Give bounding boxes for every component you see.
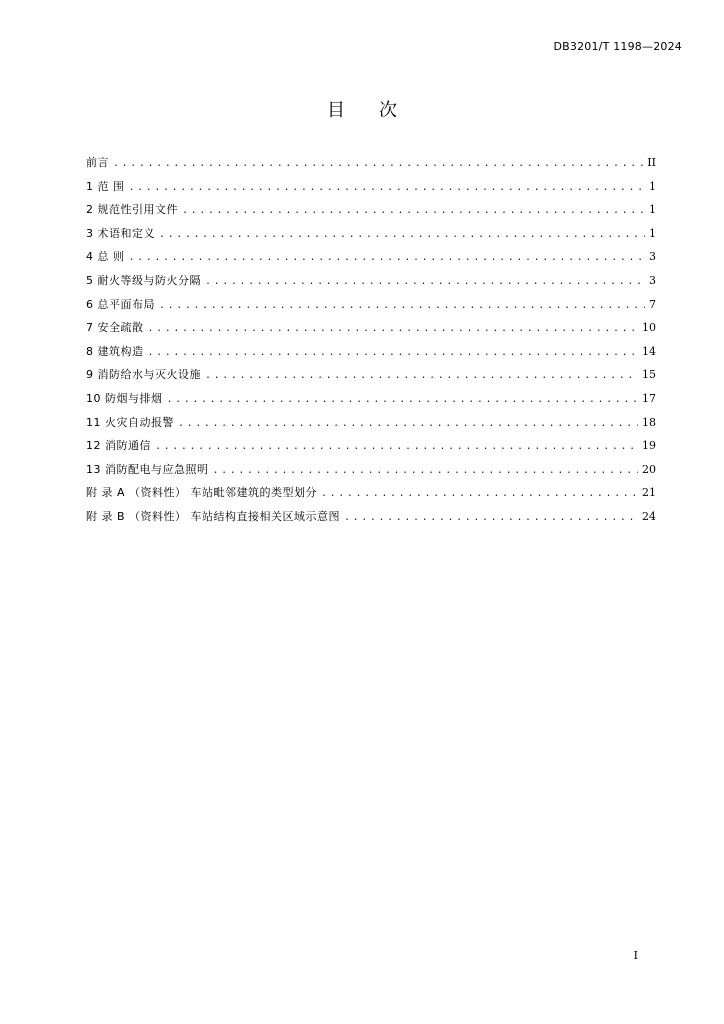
toc-entry-appendix-a[interactable]	[86, 481, 656, 505]
toc-dot-leader	[148, 317, 639, 341]
toc-entry-label: 12 消防通信	[86, 439, 151, 453]
toc-entry-page: 19	[642, 439, 656, 453]
toc-entry-page: 17	[642, 391, 656, 405]
toc-entry-page: 1	[649, 226, 656, 240]
toc-entry-page: 7	[649, 297, 656, 311]
toc-dot-leader	[113, 152, 643, 176]
toc-entry-page: 18	[642, 415, 656, 429]
toc-entry-9[interactable]	[86, 363, 656, 387]
toc-dot-leader	[182, 199, 645, 223]
toc-entry-10[interactable]	[86, 387, 656, 411]
page-title: 目次	[327, 100, 431, 121]
page-number: I	[633, 949, 638, 962]
toc-entry-label: 6 总平面布局	[86, 297, 155, 311]
toc-entry-label: 2 规范性引用文件	[86, 203, 178, 217]
toc-dot-leader	[205, 270, 645, 294]
toc-entry-label: 3 术语和定义	[86, 226, 155, 240]
toc-entry-label: 13 消防配电与应急照明	[86, 462, 209, 476]
toc-entry-label: 7 安全疏散	[86, 321, 144, 335]
toc-entry-11[interactable]	[86, 411, 656, 435]
toc-dot-leader	[213, 459, 639, 483]
toc-entry-4[interactable]	[86, 245, 656, 269]
toc-entry-label: 11 火灾自动报警	[86, 415, 174, 429]
toc-entry-6[interactable]	[86, 293, 656, 317]
toc-dot-leader	[178, 412, 638, 436]
toc-dot-leader	[129, 246, 646, 270]
toc-entry-label: 5 耐火等级与防火分隔	[86, 273, 201, 287]
document-number: DB3201/T 1198—2024	[553, 40, 682, 53]
toc-entry-12[interactable]	[86, 434, 656, 458]
toc-entry-7[interactable]	[86, 316, 656, 340]
toc-entry-3[interactable]	[86, 222, 656, 246]
toc-dot-leader	[159, 223, 645, 247]
toc-entry-2[interactable]	[86, 198, 656, 222]
toc-entry-page: 24	[642, 509, 656, 523]
toc-entry-page: 10	[642, 321, 656, 335]
toc-entry-page: 20	[642, 462, 656, 476]
toc-entry-8[interactable]	[86, 340, 656, 364]
toc-dot-leader	[205, 364, 638, 388]
toc-entry-page: 15	[642, 368, 656, 382]
toc-entry-label: 1 范 围	[86, 179, 125, 193]
toc-entry-label: 9 消防给水与灭火设施	[86, 368, 201, 382]
toc-entry-label: 4 总 则	[86, 250, 125, 264]
toc-entry-5[interactable]	[86, 269, 656, 293]
toc-entry-page: 14	[642, 344, 656, 358]
toc-entry-label: 附 录 A （资料性） 车站毗邻建筑的类型划分	[86, 486, 318, 500]
toc-dot-leader	[321, 482, 638, 506]
toc-entry-1[interactable]	[86, 175, 656, 199]
toc-dot-leader	[155, 435, 638, 459]
toc-entry-label: 8 建筑构造	[86, 344, 144, 358]
table-of-contents	[86, 151, 656, 529]
toc-entry-page: 1	[649, 179, 656, 193]
toc-entry-13[interactable]	[86, 458, 656, 482]
toc-entry-label: 10 防烟与排烟	[86, 391, 163, 405]
toc-dot-leader	[129, 176, 646, 200]
toc-entry-appendix-b[interactable]	[86, 505, 656, 529]
toc-entry-page: II	[647, 156, 656, 169]
toc-entry-page: 21	[642, 486, 656, 500]
toc-entry-page: 3	[649, 250, 656, 264]
toc-dot-leader	[159, 294, 645, 318]
toc-dot-leader	[167, 388, 639, 412]
toc-entry-page: 3	[649, 273, 656, 287]
toc-entry-preface[interactable]	[86, 151, 656, 175]
toc-dot-leader	[344, 506, 638, 530]
toc-entry-label: 附 录 B （资料性） 车站结构直接相关区域示意图	[86, 509, 341, 523]
toc-dot-leader	[148, 341, 639, 365]
toc-entry-label: 前言	[86, 156, 109, 169]
toc-entry-page: 1	[649, 203, 656, 217]
